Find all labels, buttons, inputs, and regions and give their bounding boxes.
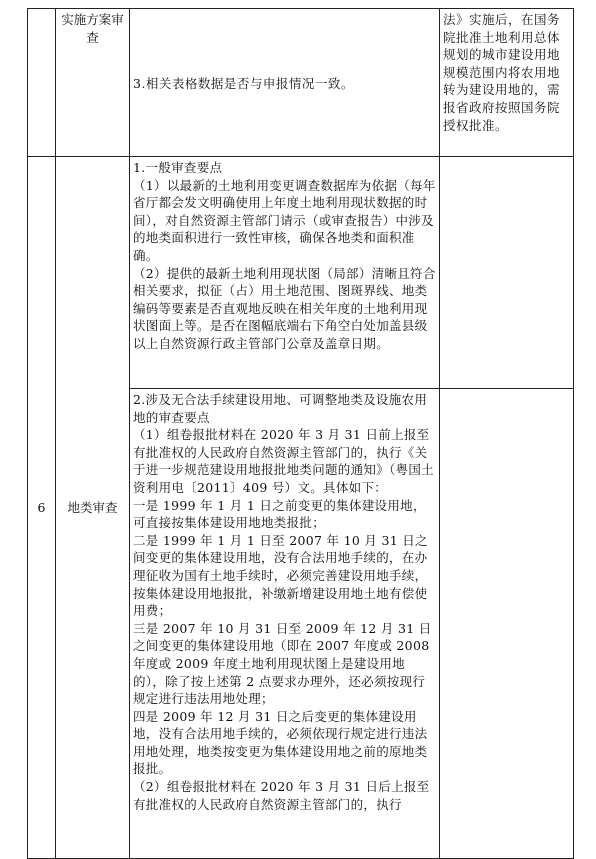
basis-text: 法》实施后，在国务院批准土地利用总体规划的城市建设用地规模范围内将农用地转为建设用地的，需报省政府按照国务院授权批准。 — [443, 12, 561, 133]
content-line: 四是 2009 年 12 月 31 日之后变更的集体建设用地，没有合法用地手续的，必须依现行规定进行违法用地处理，地类按变更为集体建设用地之前的原地类报批。 — [133, 708, 428, 777]
content-line: 3.相关表格数据是否与申报情况一致。 — [133, 75, 354, 91]
content-line: （1）组卷报批材料在 2020 年 3 月 31 日前上报至有批准权的人民政府自然资源主管部门的，执行《关于进一步规范建设用地报批地类问题的通知》（粤国土资利用电〔2011〕409 号）文。具体如下： — [133, 427, 434, 495]
review-table — [27, 8, 574, 859]
row-number-cell: 6 — [28, 157, 56, 859]
content-line: 1.一般审查要点 — [133, 160, 223, 175]
review-item-cell: 实施方案审查 — [56, 9, 130, 157]
content-line: 二是 1999 年 1 月 1 日至 2007 年 10 月 31 日之间变更的集体建设用地，没有合法用地手续的，在办理征收为国有土地手续时，必须完善建设用地手续，按集体建设用地报批，补缴新增建设用地土地有偿使用费； — [133, 532, 428, 619]
basis-cell — [440, 9, 574, 157]
row-number-cell — [28, 9, 56, 157]
content-line: 一是 1999 年 1 月 1 日之前变更的集体建设用地，可直接按集体建设用地地类报批； — [133, 497, 426, 531]
review-content-cell — [130, 9, 440, 157]
review-content-cell — [130, 157, 440, 389]
content-line: 三是 2007 年 10 月 31 日至 2009 年 12 月 31 日之间变更的集体建设用地（即在 2007 年度或 2008 年度或 2009 年度土地利用现状图上是建设用地的），除了按上述第 2 点要求办理外，还必须按现行规定进行违法用地处理； — [133, 620, 432, 707]
review-item-cell: 地类审查 — [56, 157, 130, 859]
content-line: （1）以最新的土地利用变更调查数据库为依据（每年省厅都会发文明确使用上年度土地利用现状数据的时间），对自然资源主管部门请示（或审查报告）中涉及的地类面积进行一致性审核，确保各地类和面积准确。 — [133, 177, 436, 263]
table-row — [28, 9, 574, 157]
content-line: 2.涉及无合法手续建设用地、可调整地类及设施农用地的审查要点 — [133, 392, 428, 425]
content-line: （2）提供的最新土地利用现状图（局部）清晰且符合相关要求，拟征（占）用土地范围、图斑界线、地类编码等要素是否直观地反映在相关年度的土地利用现状图面上等。是否在图幅底端右下角空白处加盖县级以上自然资源行政主管部门公章及盖章日期。 — [133, 265, 436, 351]
content-line: （2）组卷报批材料在 2020 年 3 月 31 日后上报至有批准权的人民政府自然资源主管部门的，执行 — [133, 779, 430, 812]
review-content-cell — [130, 389, 440, 859]
basis-cell — [440, 389, 574, 859]
basis-cell — [440, 157, 574, 389]
table-row — [28, 157, 574, 389]
